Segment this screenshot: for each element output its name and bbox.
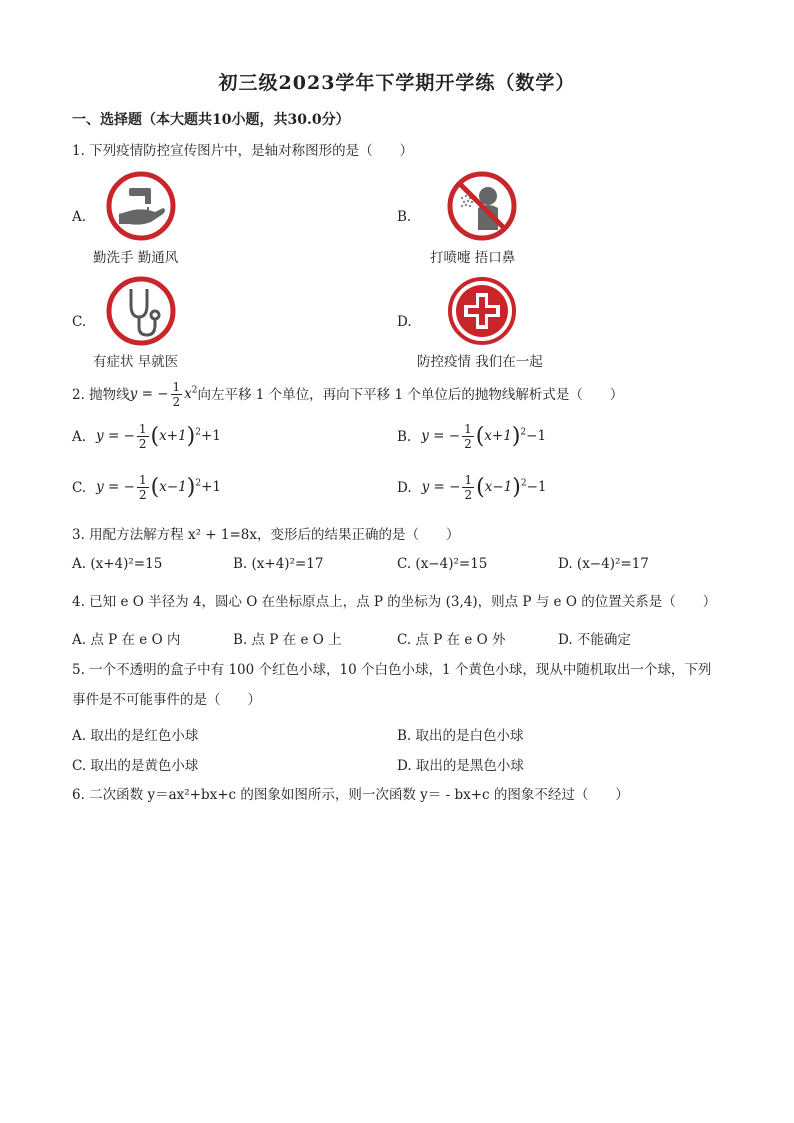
q5-option-d: D. 取出的是黑色小球: [397, 758, 524, 774]
q2-option-d-tail: −1: [526, 479, 547, 495]
q2-option-a: A. y = − $\frac{1}{2}$ $(x+1)^2+1$: [72, 422, 221, 451]
q2-option-b-inner: x+1: [484, 428, 512, 444]
q2-option-c: C. y = − $\frac{1}{2}$ $(x-1)^2+1$: [72, 473, 221, 502]
question-3-stem: 3. 用配方法解方程 x² + 1=8x，变形后的结果正确的是（ ）: [72, 527, 460, 543]
q1-option-c-caption: 有症状 早就医: [93, 354, 179, 370]
q2-option-b-tail: −1: [526, 428, 547, 444]
question-5-stem-line1: 5. 一个不透明的盒子中有 100 个红色小球，10 个白色小球，1 个黄色小球，现从中随机取出一个球，下列: [72, 662, 712, 678]
q1-option-c-letter: C.: [72, 314, 87, 330]
question-1-stem: 1. 下列疫情防控宣传图片中，是轴对称图形的是（ ）: [72, 143, 414, 159]
q2-option-b: B. y = − $\frac{1}{2}$ $(x+1)^2-1$: [397, 422, 547, 451]
q2-number: 2. 抛物线: [72, 386, 130, 403]
q1-option-a-caption: 勤洗手 勤通风: [93, 250, 179, 266]
stethoscope-icon: [105, 275, 177, 347]
q5-option-c: C. 取出的是黄色小球: [72, 758, 199, 774]
q4-option-d: D. 不能确定: [558, 632, 631, 648]
q3-option-a: A. (x+4)²=15: [72, 556, 163, 572]
q2-formula: y = − $\frac{1}{2}$ $x^2$: [129, 380, 198, 409]
q2-option-c-inner: x−1: [159, 479, 187, 495]
q1-option-d-caption: 防控疫情 我们在一起: [417, 354, 543, 370]
q5-option-a: A. 取出的是红色小球: [72, 728, 199, 744]
q2-option-c-tail: +1: [201, 479, 221, 495]
q3-option-c: C. (x−4)²=15: [397, 556, 488, 572]
question-6-stem: 6. 二次函数 y＝ax²+bx+c 的图象如图所示，则一次函数 y＝ - bx+c 的图象不经过（ ）: [72, 787, 629, 803]
q2-option-b-letter: B.: [397, 428, 412, 445]
q1-option-b-letter: B.: [397, 209, 412, 225]
page-title: 初三级2023学年下学期开学练（数学）: [218, 72, 576, 94]
q3-option-d: D. (x−4)²=17: [558, 556, 649, 572]
q1-option-b-caption: 打喷嚏 捂口鼻: [430, 250, 516, 266]
q2-option-a-inner: x+1: [159, 428, 187, 444]
q2-option-d: D. y = − $\frac{1}{2}$ $(x-1)^2-1$: [397, 473, 547, 502]
q2-stem-rest: 向左平移 1 个单位，再向下平移 1 个单位后的抛物线解析式是（ ）: [197, 386, 624, 403]
hand-washing-icon: [105, 170, 177, 242]
q2-option-c-letter: C.: [72, 479, 87, 496]
q5-option-b: B. 取出的是白色小球: [397, 728, 524, 744]
q1-option-d-letter: D.: [397, 314, 412, 330]
medical-cross-icon: [446, 275, 518, 347]
q2-option-a-letter: A.: [72, 428, 87, 445]
section-heading: 一、选择题（本大题共10小题，共30.0分）: [72, 112, 350, 128]
q4-option-b: B. 点 P 在 e O 上: [233, 632, 342, 648]
q1-option-a-letter: A.: [72, 209, 87, 225]
question-4-stem: 4. 已知 e O 半径为 4，圆心 O 在坐标原点上，点 P 的坐标为 (3,4)，则点 P 与 e O 的位置关系是（ ）: [72, 594, 717, 610]
q4-option-a: A. 点 P 在 e O 内: [72, 632, 181, 648]
question-2-stem: [72, 380, 623, 409]
q2-option-d-letter: D.: [397, 479, 412, 496]
q4-option-c: C. 点 P 在 e O 外: [397, 632, 506, 648]
q2-option-d-inner: x−1: [484, 479, 513, 495]
question-5-stem-line2: 事件是不可能事件的是（ ）: [72, 692, 261, 708]
no-sneezing-icon: [446, 170, 518, 242]
q3-option-b: B. (x+4)²=17: [233, 556, 324, 572]
q2-option-a-tail: +1: [200, 428, 221, 444]
